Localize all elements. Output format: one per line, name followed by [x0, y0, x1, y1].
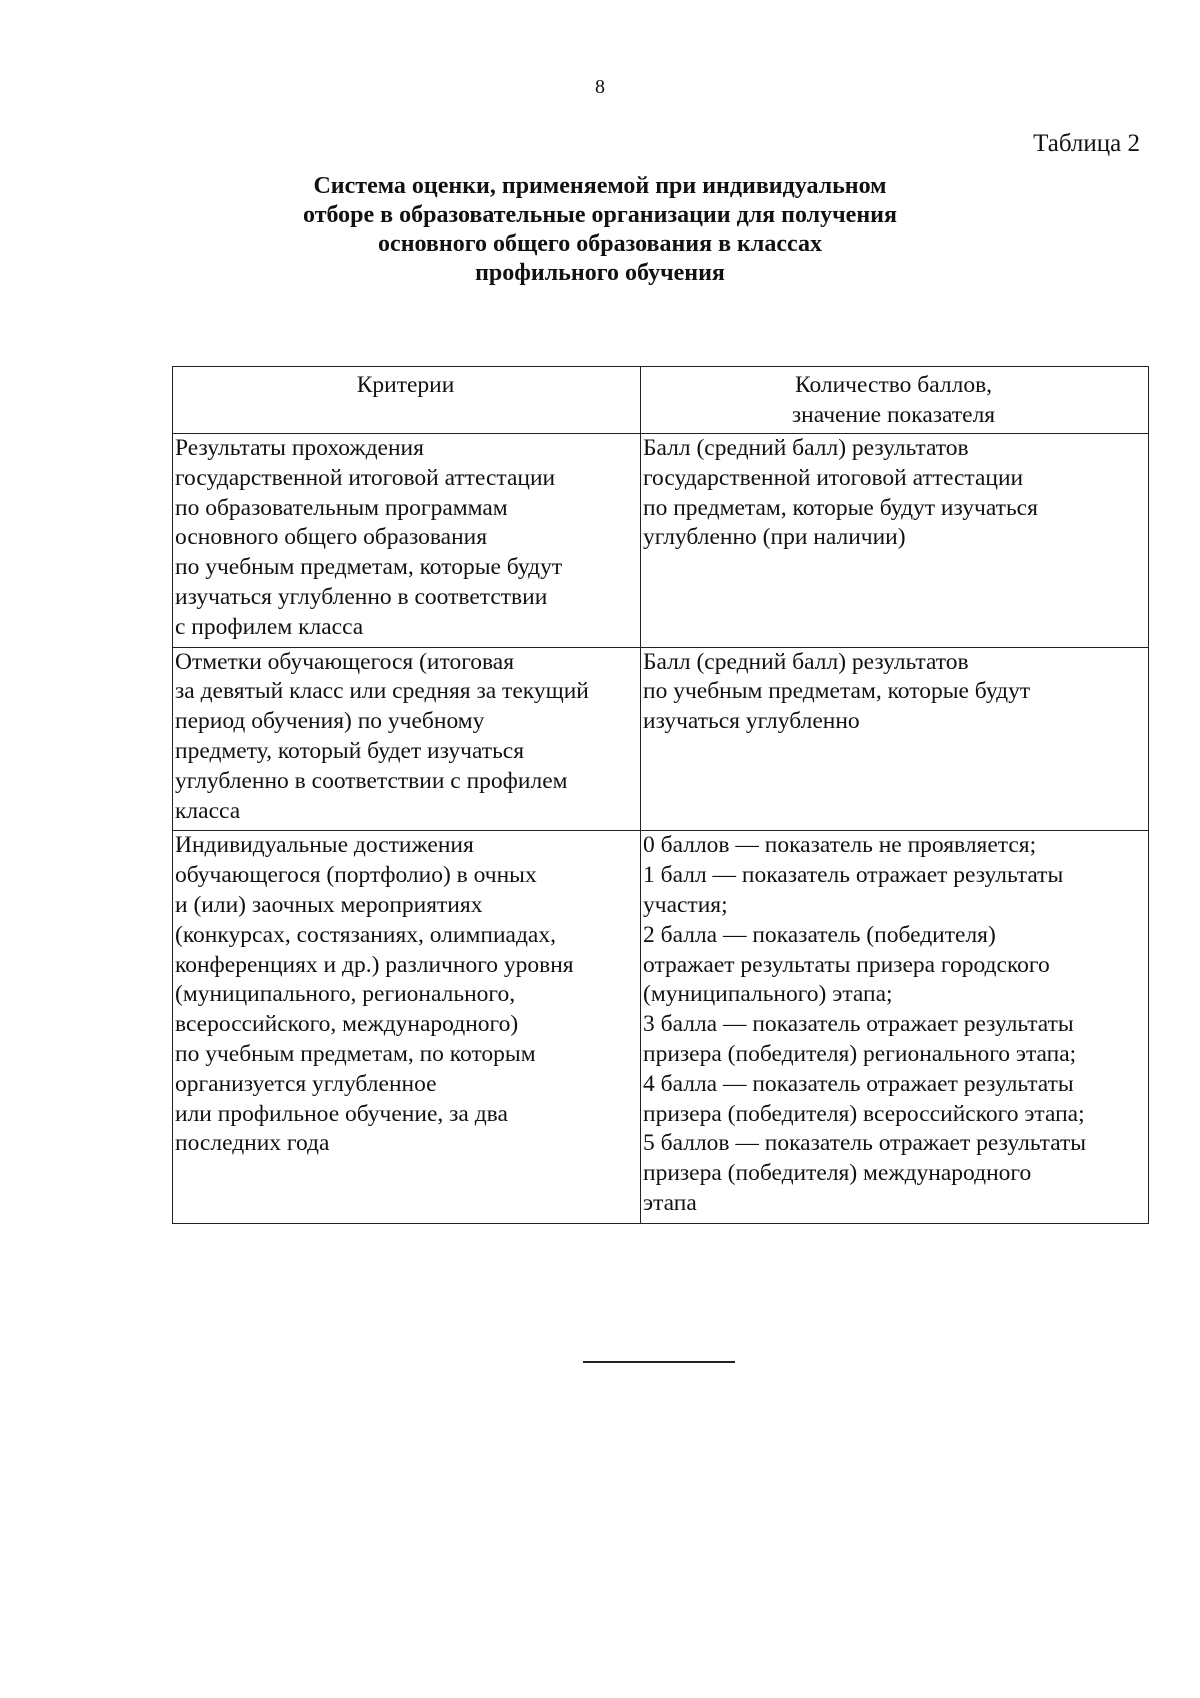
cell-line: по учебным предметам, по которым: [175, 1040, 536, 1067]
document-title: [0, 172, 1200, 288]
cell-line: Балл (средний балл) результатов: [643, 648, 969, 675]
table-header-row: [173, 367, 1149, 434]
header-line: Количество баллов,: [794, 372, 993, 398]
cell-line: (конкурсах, состязаниях, олимпиадах,: [175, 921, 556, 948]
cell-line: 0 баллов — показатель не проявляется;: [643, 832, 1037, 859]
cell-line: по учебным предметам, которые будут: [175, 554, 563, 581]
cell-line: 1 балл — показатель отражает результаты: [643, 862, 1064, 889]
cell-line: 5 баллов — показатель отражает результаты: [643, 1130, 1087, 1157]
cell-line: 4 балла — показатель отражает результаты: [643, 1070, 1074, 1097]
cell-line: или профильное обучение, за два: [175, 1100, 508, 1127]
cell-line: участия;: [643, 891, 728, 918]
cell-line: по учебным предметам, которые будут: [643, 678, 1031, 705]
cell-line: с профилем класса: [175, 613, 364, 640]
cell-line: за девятый класс или средняя за текущий: [175, 678, 589, 705]
criteria-table: [172, 366, 1149, 1224]
cell-line: призера (победителя) международного: [643, 1160, 1032, 1187]
points-cell: [641, 647, 1149, 831]
cell-line: отражает результаты призера городского: [643, 951, 1050, 978]
cell-line: 2 балла — показатель (победителя): [643, 921, 996, 948]
criteria-cell: [173, 434, 641, 648]
header-line: Критерии: [356, 372, 455, 398]
table-row: [173, 831, 1149, 1223]
cell-line: последних года: [175, 1130, 330, 1157]
page-number: 8: [595, 76, 605, 98]
cell-line: призера (победителя) регионального этапа;: [643, 1040, 1077, 1067]
table-row: [173, 647, 1149, 831]
criteria-cell: [173, 831, 641, 1223]
criteria-cell: [173, 647, 641, 831]
cell-line: обучающегося (портфолио) в очных: [175, 862, 537, 889]
cell-line: основного общего образования: [175, 524, 488, 551]
cell-line: государственной итоговой аттестации: [643, 464, 1024, 491]
points-cell: [641, 831, 1149, 1223]
cell-line: Отметки обучающегося (итоговая: [175, 648, 515, 675]
cell-line: и (или) заочных мероприятиях: [175, 891, 483, 918]
cell-line: государственной итоговой аттестации: [175, 464, 556, 491]
table-label: Таблица 2: [1033, 130, 1140, 157]
cell-line: по образовательным программам: [175, 494, 508, 521]
cell-line: (муниципального, регионального,: [175, 981, 516, 1008]
title-line: профильного обучения: [475, 260, 725, 286]
cell-line: изучаться углубленно в соответствии: [175, 583, 548, 610]
cell-line: всероссийского, международного): [175, 1011, 519, 1038]
cell-line: углубленно в соответствии с профилем: [175, 767, 568, 794]
cell-line: конференциях и др.) различного уровня: [175, 951, 574, 978]
cell-line: этапа: [643, 1189, 697, 1216]
cell-line: предмету, который будет изучаться: [175, 737, 525, 764]
cell-line: углубленно (при наличии): [643, 524, 906, 551]
cell-line: класса: [175, 797, 241, 824]
cell-line: период обучения) по учебному: [175, 708, 485, 735]
cell-line: Результаты прохождения: [175, 435, 424, 461]
title-line: основного общего образования в классах: [378, 231, 822, 257]
header-criteria: [173, 367, 641, 434]
cell-line: 3 балла — показатель отражает результаты: [643, 1011, 1074, 1038]
title-line: Система оценки, применяемой при индивидуальном: [313, 173, 887, 199]
cell-line: организуется углубленное: [175, 1070, 437, 1097]
cell-line: (муниципального) этапа;: [643, 981, 893, 1008]
header-line: значение показателя: [791, 401, 996, 428]
header-points: [641, 367, 1149, 434]
cell-line: Балл (средний балл) результатов: [643, 435, 969, 461]
cell-line: изучаться углубленно: [643, 708, 860, 735]
table-row: [173, 434, 1149, 648]
cell-line: по предметам, которые будут изучаться: [643, 494, 1038, 521]
cell-line: призера (победителя) всероссийского этапа;: [643, 1100, 1085, 1127]
cell-line: Индивидуальные достижения: [175, 832, 474, 859]
title-line: отборе в образовательные организации для получения: [303, 202, 897, 228]
end-divider: [583, 1361, 735, 1363]
points-cell: [641, 434, 1149, 648]
